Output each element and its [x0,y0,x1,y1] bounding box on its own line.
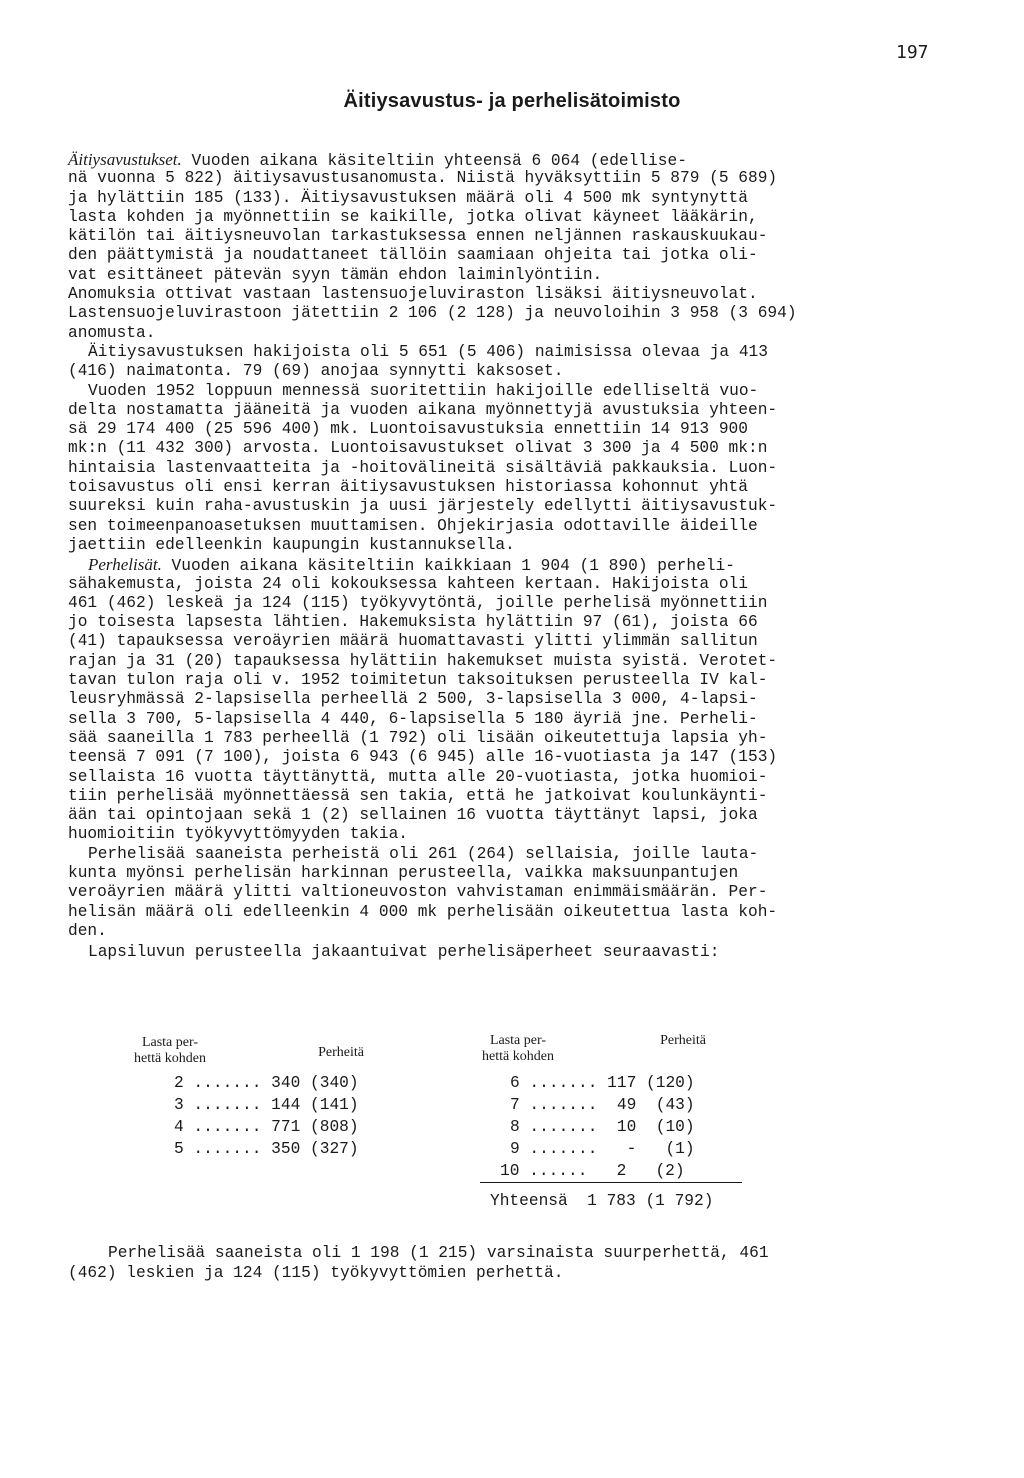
text-line: sen toimeenpanoasetuksen muuttamisen. Ohjekirjasia odottaville äideille [68,516,758,535]
table-row: 8 ....... 10 (10) [510,1118,695,1136]
table-header-families-right: Perheitä [660,1033,706,1048]
table-row: 3 ....... 144 (141) [174,1096,359,1114]
text-line: teensä 7 091 (7 100), joista 6 943 (6 945) alle 16-vuotiasta ja 147 (153) [68,748,778,767]
text-line: kätilön tai äitiysneuvolan tarkastuksessa ennen neljännen raskauskuukau- [68,227,768,246]
text-line: anomusta. [68,323,156,342]
text-line: sä 29 174 400 (25 596 400) mk. Luontoisavustuksia ennettiin 14 913 900 [68,420,748,439]
table-row: 4 ....... 771 (808) [174,1118,359,1136]
page-number: 197 [896,42,929,63]
table-row: 5 ....... 350 (327) [174,1140,359,1158]
text-line: vat esittäneet pätevän syyn tämän ehdon laiminlyöntiin. [68,265,603,284]
text-line: Perhelisää saaneista perheistä oli 261 (264) sellaisia, joille lauta- [88,844,759,863]
closing-paragraph [68,1243,934,1283]
table-header-children-right: Lasta per- hettä kohden [482,1033,554,1064]
text-line: jo toisesta lapsesta lähtien. Hakemuksista hylättiin 97 (61), joista 66 [68,613,758,632]
text-line: den. [68,921,107,940]
text-line: leusryhmässä 2-lapsisella perheellä 2 500, 3-lapsisella 3 000, 4-lapsi- [68,690,758,709]
text-line: rajan ja 31 (20) tapauksessa hylättiin hakemukset muista syistä. Verotet- [68,651,778,670]
text-line: Lastensuojeluvirastoon jätettiin 2 106 (2 128) ja neuvoloihin 3 958 (3 694) [68,304,797,323]
page-title: Äitiysavustus- ja perhelisätoimisto [343,90,681,112]
text-line: kunta myönsi perhelisän harkinnan perusteella, vaikka maksuunpantujen [68,863,739,882]
section-heading-aitiysavustukset: Äitiysavustukset. [68,150,182,169]
text-line: sää saaneilla 1 783 perheellä (1 792) oli lisään oikeutettuja lapsia yh- [68,728,768,747]
text-line: toisavustus oli ensi kerran äitiysavustuksen historiassa kohonnut yhtä [68,478,748,497]
text-line: Perhelisää saaneista oli 1 198 (1 215) varsinaista suurperhettä, 461 [108,1244,769,1262]
text-line: Anomuksia ottivat vastaan lastensuojeluviraston lisäksi äitiysneuvolat. [68,285,758,304]
text-line: sähakemusta, joista 24 oli kokouksessa kahteen kertaan. Hakijoista oli [68,574,748,593]
text-line: tavan tulon raja oli v. 1952 toimitetun taksoituksen perusteella IV kal- [68,671,768,690]
table-row: 7 ....... 49 (43) [510,1096,695,1114]
table-sum-rule [480,1182,742,1183]
text-line: ään tai opintojaan sekä 1 (2) sellainen 16 vuotta täyttänyt lapsi, joka [68,806,758,825]
text-line: nä vuonna 5 822) äitiysavustusanomusta. Niistä hyväksyttiin 5 879 (5 689) [68,169,778,188]
text-line: suureksi kuin raha-avustuskin ja uusi järjestely edellytti äitiysavustuk- [68,497,778,516]
text-line: (41) tapauksessa veroäyrien määrä huomattavasti ylitti ylimmän sallitun [68,632,758,651]
text-line: tiin perhelisää myönnettäessä sen takia, että he jatkoivat koulunkäynti- [68,786,768,805]
text-line: sella 3 700, 5-lapsisella 4 440, 6-lapsisella 5 180 äyriä jne. Perheli- [68,709,758,728]
text-line: lasta kohden ja myönnettiin se kaikille, jotka olivat käyneet lääkärin, [68,207,758,226]
text-line: Äitiysavustukset. Vuoden aikana käsiteltiin yhteensä 6 064 (edellise- [68,150,687,170]
text-line: jaettiin edelleenkin kaupungin kustannuksella. [68,535,515,554]
text-line: den päättymistä ja noudattaneet tällöin saamiaan ohjeita tai jotka oli- [68,246,758,265]
text-line: (462) leskien ja 124 (115) työkyvyttömien perhettä. [68,1264,564,1282]
text-line: Vuoden 1952 loppuun mennessä suoritettiin hakijoille edelliseltä vuo- [88,381,759,400]
table-total-row: Yhteensä 1 783 (1 792) [490,1192,714,1210]
text-line: hintaisia lastenvaatteita ja -hoitovälineitä sisältäviä pakkauksia. Luon- [68,458,778,477]
text-line: mk:n (11 432 300) arvosta. Luontoisavustukset olivat 3 300 ja 4 500 mk:n [68,439,768,458]
text-line: helisän määrä oli edelleenkin 4 000 mk perhelisään oikeutettua lasta koh- [68,902,778,921]
text-line: sellaista 16 vuotta täyttänyttä, mutta alle 20-vuotiasta, jotka huomioi- [68,767,768,786]
text-line: delta nostamatta jääneitä ja vuoden aikana myönnettyjä avustuksia yhteen- [68,400,778,419]
text-line: Perhelisät. Vuoden aikana käsiteltiin kaikkiaan 1 904 (1 890) perheli- [88,555,735,576]
text-line: veroäyrien määrä ylitti valtioneuvoston vahvistaman enimmäismäärän. Per- [68,883,768,902]
section-heading-perhelisat: Perhelisät. [88,555,162,575]
table-header-children-left: Lasta per- hettä kohden [134,1035,206,1066]
text-line: 461 (462) leskeä ja 124 (115) työkyvytöntä, joille perhelisä myönnettiin [68,593,768,612]
text-line: (416) naimatonta. 79 (69) anojaa synnytti kaksoset. [68,362,564,381]
table-row: 10 ...... 2 (2) [500,1162,685,1180]
text-line: Äitiysavustuksen hakijoista oli 5 651 (5 406) naimisissa olevaa ja 413 [88,342,768,361]
text-line: Lapsiluvun perusteella jakaantuivat perhelisäperheet seuraavasti: [88,943,720,962]
text-line: ja hylättiin 185 (133). Äitiysavustuksen määrä oli 4 500 mk syntynyttä [68,188,748,207]
table-row: 6 ....... 117 (120) [510,1074,695,1092]
document-body [68,150,934,962]
table-row: 9 ....... - (1) [510,1140,695,1158]
text-line: huomioitiin työkyvyttömyyden takia. [68,825,408,844]
table-row: 2 ....... 340 (340) [174,1074,359,1092]
table-header-families-left: Perheitä [318,1045,364,1060]
